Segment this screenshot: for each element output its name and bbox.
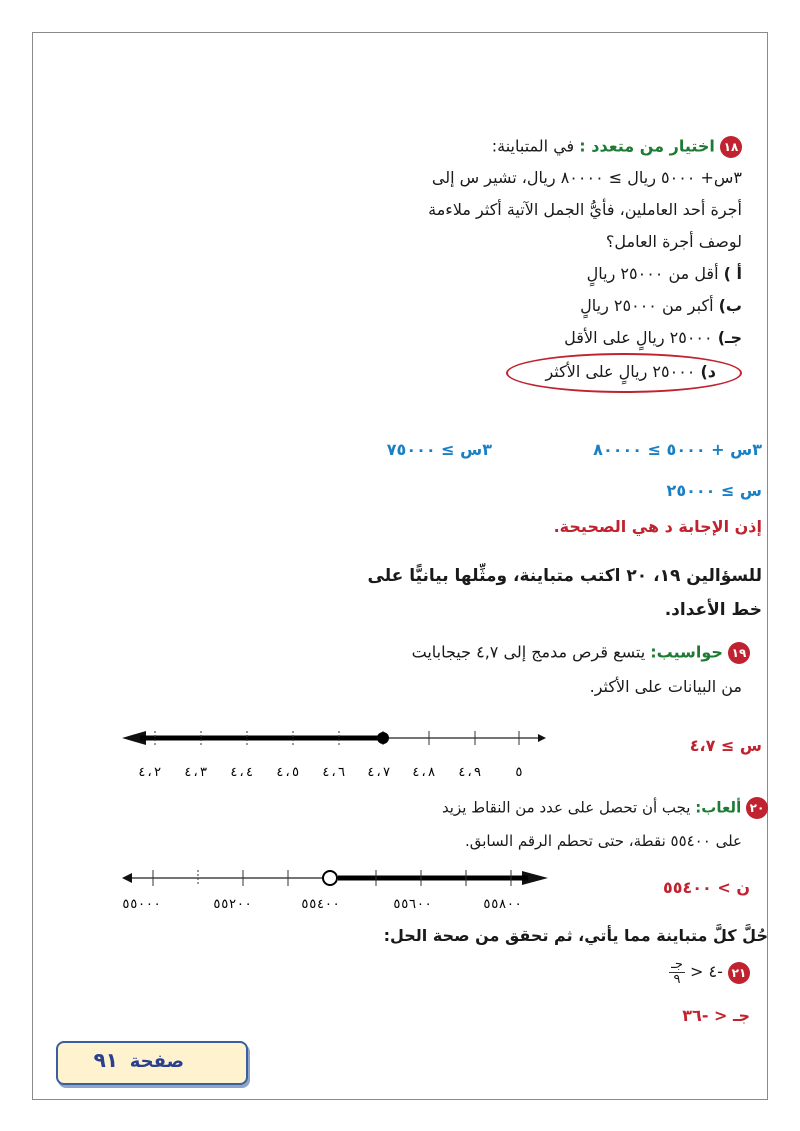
solution-eq2: ٣س ≥ ٧٥٠٠٠	[386, 440, 492, 459]
instructions-line1: للسؤالين ١٩، ٢٠ اكتب متباينة، ومثِّلها بيانيًّا على	[367, 566, 762, 586]
instructions-line2: خط الأعداد.	[664, 600, 762, 620]
q20-number-badge: ٢٠	[746, 797, 768, 819]
fraction-denominator: ٩	[673, 972, 681, 987]
q18-option-c	[564, 328, 742, 347]
q19-line1: يتسع قرص مدمج إلى ٤,٧ جيجابايت	[411, 642, 646, 662]
option-c-key: جـ)	[717, 328, 742, 347]
q19-answer: س ≥ ٤،٧	[689, 736, 762, 755]
solution-eq3: س ≥ ٢٥٠٠٠	[666, 481, 762, 500]
q18-option-d	[545, 362, 716, 381]
option-d-text: ٢٥٠٠٠ ريالٍ على الأكثر	[545, 362, 696, 381]
solution-eq1: ٣س + ٥٠٠٠ ≥ ٨٠٠٠٠	[593, 440, 762, 459]
q21-problem	[669, 958, 750, 987]
left-arrowhead	[122, 873, 132, 883]
q19-heading	[412, 642, 750, 664]
tick-label: ٤،٨	[412, 765, 436, 780]
option-c-text: ٢٥٠٠٠ ريالٍ على الأقل	[564, 328, 713, 347]
page-number: ٩١	[93, 1048, 118, 1072]
section-heading: حُلَّ كلَّ متباينة مما يأتي، ثم تحقق من صحة الحل:	[383, 926, 768, 945]
open-point	[323, 871, 337, 885]
q18-line2: أجرة أحد العاملين، فأيُّ الجمل الآتية أكثر ملاءمة	[428, 200, 742, 219]
q18-line1: ٣س+ ٥٠٠٠ ريال ≥ ٨٠٠٠٠ ريال، تشير س إلى	[431, 168, 742, 187]
q19-label: حواسيب:	[650, 642, 723, 662]
q21-fraction	[669, 958, 685, 987]
number-line-20	[118, 864, 558, 914]
q18-intro: في المتباينة:	[491, 136, 575, 156]
q18-heading	[492, 136, 742, 158]
option-b-text: أكبر من ٢٥٠٠٠ ريالٍ	[580, 296, 714, 315]
closed-point	[377, 732, 389, 744]
q21-answer: جـ < -٣٦	[682, 1006, 750, 1025]
fraction-numerator: جـ	[671, 957, 683, 972]
tick-label: ٥٥٨٠٠	[483, 897, 523, 912]
q18-line3: لوصف أجرة العامل؟	[605, 232, 742, 251]
q18-number-badge: ١٨	[720, 136, 742, 158]
tick-label: ٤،٥	[276, 765, 300, 780]
q20-line1: يجب أن تحصل على عدد من النقاط يزيد	[441, 798, 691, 817]
tick-label: ٥٥٠٠٠	[122, 897, 162, 912]
tick-label: ٥٥٢٠٠	[213, 897, 253, 912]
q19-number-badge: ١٩	[728, 642, 750, 664]
option-d-key: د)	[700, 362, 716, 381]
q18-label: اختيار من متعدد :	[579, 136, 715, 156]
solution-answer: إذن الإجابة د هي الصحيحة.	[553, 517, 762, 536]
q18-option-b	[580, 296, 742, 315]
q21-number-badge: ٢١	[728, 962, 750, 984]
q19-line2: من البيانات على الأكثر.	[589, 677, 742, 696]
option-a-text: أقل من ٢٥٠٠٠ ريالٍ	[586, 264, 719, 283]
q18-option-a	[587, 264, 742, 283]
tick-label: ٤،٢	[138, 765, 162, 780]
q21-lhs: -٤ <	[690, 962, 723, 981]
page-label: صفحة	[129, 1051, 184, 1072]
tick-label: ٤،٤	[230, 765, 254, 780]
tick-label: ٥٥٤٠٠	[301, 897, 341, 912]
tick-label: ٤،٩	[458, 765, 482, 780]
tick-label: ٤،٦	[322, 765, 346, 780]
number-line-19	[120, 724, 550, 784]
tick-label: ٤،٣	[184, 765, 208, 780]
option-b-key: ب)	[718, 296, 742, 315]
tick-label: ٤،٧	[367, 765, 391, 780]
q20-heading	[442, 797, 768, 819]
q20-label: ألعاب:	[695, 798, 742, 817]
right-arrowhead	[538, 734, 546, 742]
page-number-badge	[56, 1041, 248, 1085]
option-a-key: أ )	[723, 264, 742, 283]
tick-label: ٥٥٦٠٠	[393, 897, 433, 912]
tick-label: ٥	[515, 765, 523, 780]
q20-line2: على ٥٥٤٠٠ نقطة، حتى تحطم الرقم السابق.	[464, 832, 742, 850]
q20-answer: ن > ٥٥٤٠٠	[662, 878, 750, 897]
